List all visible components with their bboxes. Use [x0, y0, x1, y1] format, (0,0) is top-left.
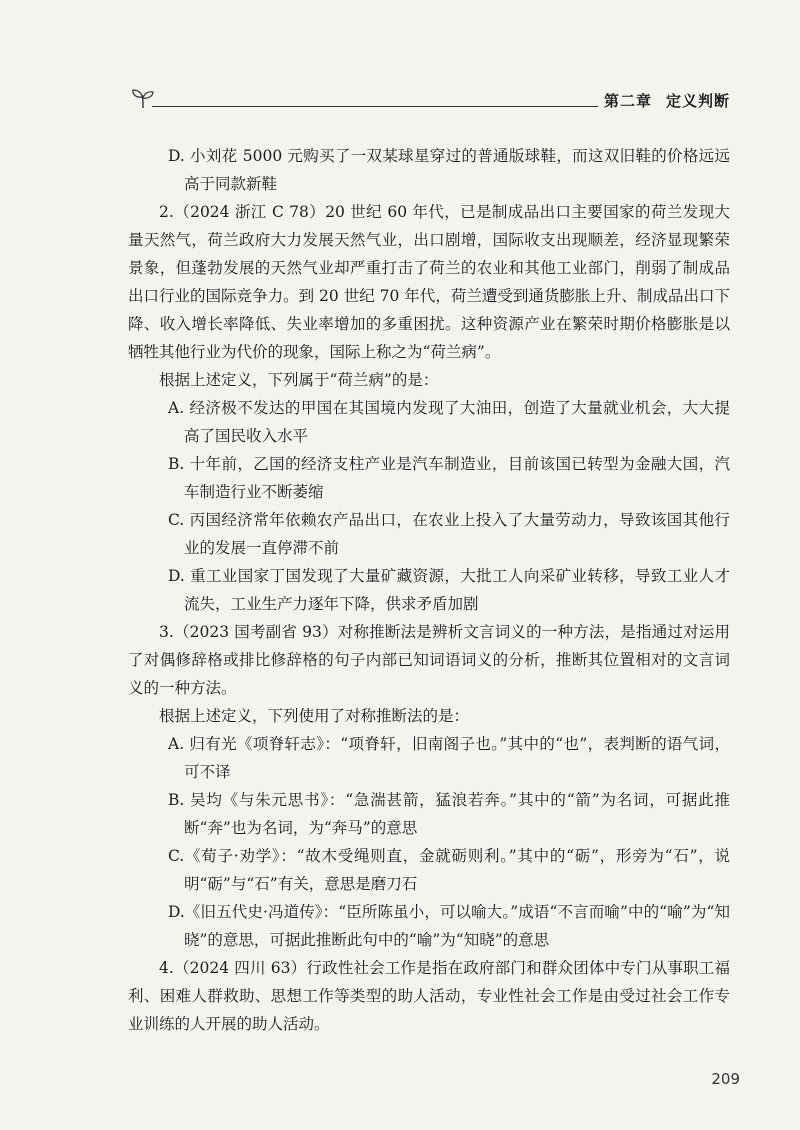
q2-option-c: C. 丙国经济常年依赖农产品出口，在农业上投入了大量劳动力，导致该国其他行业的发展一直停滞不前	[168, 511, 730, 557]
section-label: 定义判断	[665, 92, 730, 110]
q1-option-d: D. 小刘花 5000 元购买了一双某球星穿过的普通版球鞋，而这双旧鞋的价格远远高于同款新鞋	[168, 147, 730, 193]
chapter-label: 第二章	[603, 92, 652, 110]
chapter-title	[598, 90, 730, 111]
running-header	[130, 88, 730, 112]
q2-option-a: A. 经济极不发达的甲国在其国境内发现了大油田，创造了大量就业机会，大大提高了国民收入水平	[168, 399, 730, 445]
q3-option-c: C.《荀子·劝学》：“故木受绳则直，金就砺则利。”其中的“砺”，形旁为“石”，说明“砺”与“石”有关，意思是磨刀石	[168, 847, 730, 893]
q2-option-d: D. 重工业国家丁国发现了大量矿藏资源，大批工人向采矿业转移，导致工业人才流失，工业生产力逐年下降，供求矛盾加剧	[168, 567, 730, 613]
body-text	[128, 142, 730, 1038]
q3-stem: 3.（2023 国考副省 93）对称推断法是辨析文言词义的一种方法，是指通过对运用了对偶修辞格或排比修辞格的句子内部已知词语词义的分析，推断其位置相对的文言词义的一种方法。	[128, 623, 730, 697]
q2-prompt: 根据上述定义，下列属于“荷兰病”的是：	[159, 371, 439, 389]
page-number: 209	[711, 1070, 740, 1088]
q3-option-d: D.《旧五代史·冯道传》：“臣所陈虽小，可以喻大。”成语“不言而喻”中的“喻”为“知晓”的意思，可据此推断此句中的“喻”为“知晓”的意思	[168, 903, 730, 949]
q3-option-b: B. 吴均《与朱元思书》：“急湍甚箭，猛浪若奔。”其中的“箭”为名词，可据此推断“奔”也为名词，为“奔马”的意思	[168, 791, 730, 837]
q2-option-b: B. 十年前，乙国的经济支柱产业是汽车制造业，目前该国已转型为金融大国，汽车制造行业不断萎缩	[168, 455, 730, 501]
q2-stem: 2.（2024 浙江 C 78）20 世纪 60 年代，已是制成品出口主要国家的荷兰发现大量天然气，荷兰政府大力发展天然气业，出口剧增，国际收支出现顺差，经济显现繁荣景象，但蓬勃发展的天然气业却严重打击了荷兰的农业和其他工业部门，削弱了制成品出口行业的国际竞争力。到 20 世纪 70 年代，荷兰遭受到通货膨胀上升、制成品出口下降、收入增长率降低、失业率增加的多重困扰。这种资源产业在繁荣时期价格膨胀是以牺牲其他行业为代价的现象，国际上称之为“荷兰病”。	[128, 203, 730, 361]
q3-option-a: A. 归有光《项脊轩志》：“项脊轩，旧南阁子也。”其中的“也”，表判断的语气词，可不译	[168, 735, 730, 781]
q4-stem: 4.（2024 四川 63）行政性社会工作是指在政府部门和群众团体中专门从事职工福利、困难人群救助、思想工作等类型的助人活动，专业性社会工作是由受过社会工作专业训练的人开展的助人活动。	[128, 959, 730, 1033]
q3-prompt: 根据上述定义，下列使用了对称推断法的是：	[159, 707, 470, 725]
